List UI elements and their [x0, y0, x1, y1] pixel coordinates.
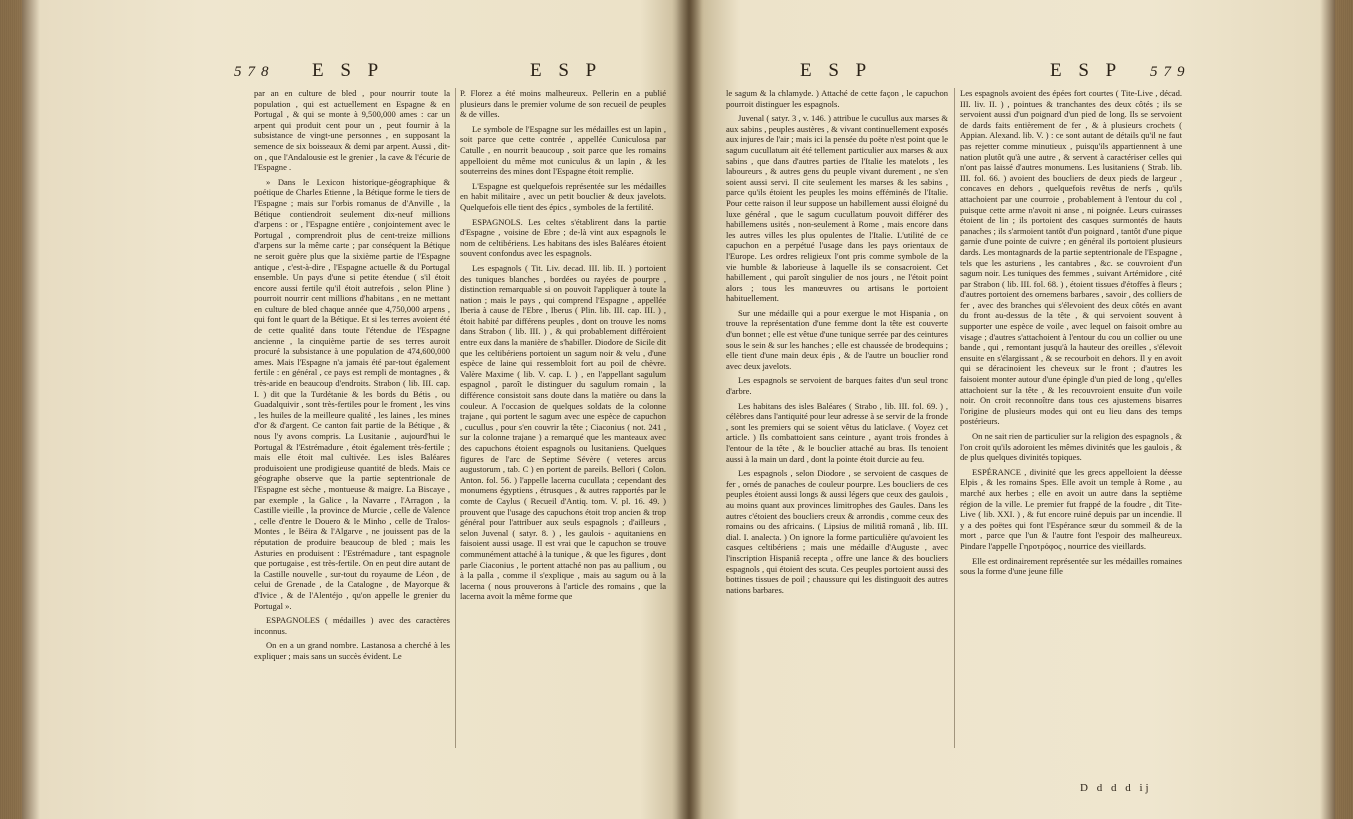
paragraph: Elle est ordinairement représentée sur les médailles romaines sous la forme d'une jeune fille [960, 555, 1182, 577]
paragraph: Les espagnols ( Tit. Liv. decad. III. lib. II. ) portoient des tuniques blanches , bordées ou rayées de pourpre , distinction remarquable si on pouvoit l'appliquer à toute la nation ; mais le pays , qui comprend l'Espagne , appellée Iberia à cause de l'Ebre , Iberus ( Plin. lib. III. cap. III. ) , étoit habité par différens peuples , dont on trouve les noms dans Strabon ( lib. III. ) , & qui probablement différoient entre eux dans la manière de s'habiller. Diodore de Sicile dit que les celtibériens portoient un sagum noir & velu , d'une espèce de laine qui ressembloit fort au poil de chèvre. Valère Maxime ( lib. V. cap. I. ) , en l'appellant sagulum espagnol , paroît le distinguer du sagulum romain , la différence consistoit sans doute dans la matière ou dans la couleur. A l'occasion de quelques soldats de la colonne trajane , qui portent le sagum avec une espèce de capuchon , cucullus , pour s'en couvrir la tête ; Ciaconius ( not. 241 , sur la colonne trajane ) a remarqué que les manteaux avec des capuchons étoient espagnols ou lusitaniens. Quelques figures de l'arc de Septime Sévère ( veteres arcus augustorum , tab. C ) en portent de pareils. Bellori ( Colon. Anton. fol. 56. ) l'appelle lacerna cucullata ; cependant des monumens égyptiens , étrusques , & autres rapportés par le comte de Caylus ( Recueil d'Antiq. tom. V. pl. 16. 49. ) prouvent que l'usage des capuchons étoit trop ancien & trop général pour l'attribuer aux seuls espagnols ; d'ailleurs , selon Juvenal ( satyr. 8. ) , les gaulois - aquitaniens en faisoient aussi usage. Il est vrai que le capuchon se trouve communément attaché à la tunique , & que les figures , dont parle Ciaconius , le portent attaché non pas au pallium , ou à la palla , comme il s'explique , mais au sagum ou à la lacerna ( nous prouverons à l'article des romains , que la lacerna avoit la même forme que [460, 262, 666, 602]
paragraph: ESPAGNOLS. Les celtes s'établirent dans la partie d'Espagne , voisine de Ebre ; de-là vint aux espagnols le nom de celtibériens. Les habitans des isles Baléares étoient souvent confondus avec les espagnols. [460, 216, 666, 259]
right-header-col1: E S P [800, 60, 873, 81]
right-page-column-1 [726, 88, 948, 599]
left-page-stack-edge [0, 0, 22, 819]
left-header-col2: E S P [530, 60, 603, 81]
paragraph: ESPAGNOLES ( médailles ) avec des caractères inconnus. [254, 615, 450, 636]
left-page-column-1 [254, 88, 450, 665]
paragraph: On en a un grand nombre. Lastanosa a cherché à les expliquer ; mais sans un succès évident. Le [254, 640, 450, 661]
left-page-number: 578 [234, 64, 275, 80]
paragraph: Les espagnols avoient des épées fort courtes ( Tite-Live , décad. III. liv. II. ) , pointues & tranchantes des deux côtés ; ils se servoient aussi d'un poignard d'un pied de long. Ils se servoient de dards faits entièrement de fer , & à plusieurs crochets ( Appian. Alexand. lib. V. ) : ce sont autant de détails qu'il ne faut pas rejetter comme minutieux , puisqu'ils appartiennent à une nation plutôt qu'à une autre , & servent à caractériser celles qui n'ont pas laissé d'autres monumens. Les lusitaniens ( Strab. lib. III. fol. 66. ) avoient des boucliers de deux pieds de largeur , concaves en dehors , quelquefois revêtus de nerfs , qu'ils attachoient par une courroie , probablement à l'entour du col , puisque cette arme n'avoit ni anse , ni poignée. Leurs cuirasses étoient de lin ; ils portoient des casques surmontés de hauts panaches ; ils s'armoient tantôt d'un poignard , tantôt d'une pique garnie d'une pointe de cuivre ; en général ils portoient plusieurs dards. Les montagnards de la partie septentrionale de l'Espagne , tels que les asturiens , les cantabres , &c. se couvroient d'un sagum noir. Les tuniques des femmes , suivant Artémidore , cité par Strabon ( lib. III. fol. 68. ) , étoient tissues d'étoffes à fleurs ; d'autres portoient des ornemens barbares , savoir , des colliers de fer , avec des branches qui s'élevoient des deux côtés en avant du front au-dessus de la tête , & qui servoient souvent à supporter une espèce de voile , avec lequel on faisoit ombre au visage ; d'autres s'attachoient à l'entour du cou un collier ou une bande , qui , remontant jusqu'à la hauteur des oreilles , s'élevoit ensuite en s'élargissant , & se recourboit en dehors. Il y en avoit qui se déracinoient les cheveux sur le front ; d'autres les faisoient monter autour d'une épingle d'un pied de long , qu'elles attachoient sur la tête , & les recouvroient ensuite d'un voile noir. On croit reconnoître dans tous ces ajustemens bisarres l'origine de plusieurs modes qui ont eu lieu dans des temps postérieurs. [960, 88, 1182, 427]
right-page-number: 579 [1150, 64, 1191, 80]
paragraph: par an en culture de bled , pour nourrir toute la population , qui est actuellement en Espagne & en Portugal , & qui se monte à 9,500,000 ames : car un arpent qui produit cent pour un , peut fournir à la subsistance de vingt-une personnes , en supposant la semence de six boisseaux & demi par arpent. Aussi , dit-on , que l'Andalousie est le grenier , la cave & l'écurie de l'Espagne . [254, 88, 450, 173]
column-rule [455, 88, 456, 748]
column-rule [954, 88, 955, 748]
right-page-stack-edge [1335, 0, 1353, 819]
paragraph: P. Florez a été moins malheureux. Pellerin en a publié plusieurs dans le premier volume de son recueil de peuples & de villes. [460, 88, 666, 120]
paragraph: le sagum & la chlamyde. ) Attaché de cette façon , le capuchon pourroit distinguer les espagnols. [726, 88, 948, 109]
paragraph: Les espagnols , selon Diodore , se servoient de casques de fer , ornés de panaches de couleur pourpre. Les boucliers de ces peuples étoient aussi longs & aussi légers que ceux des gaulois , au moins quant aux provinces limitrophes des Gaules. Dans les autres c'étoient des boucliers creux & arrondis , comme ceux des romains ou des africains. ( Lipsius de militiâ romanâ , lib. III. dial. I. analecta. ) On ignore la forme particulière qu'avoient les casques celtibériens ; mais une médaille d'Auguste , avec l'inscription Hispaniâ recepta , offre une lance & des boucliers espagnols , qui étoient des scuta. Ces peuples portoient aussi des bottines tissues de poil ; chaussure qui les distinguoit des autres nations barbares. [726, 468, 948, 595]
paragraph: Sur une médaille qui a pour exergue le mot Hispania , on trouve la représentation d'une femme dont la tête est couverte d'un bonnet ; elle est vêtue d'une tunique serrée par des ceintures sous le sein & sur les hanches ; elle est chaussée de brodequins ; elle tient d'une main deux épis , & de l'autre un bouclier rond avec deux javelots. [726, 307, 948, 371]
book-gutter [672, 0, 702, 819]
paragraph: Juvenal ( satyr. 3 , v. 146. ) attribue le cucullus aux marses & aux sabins , peuples austères , & vivant continuellement exposés aux injures de l'air ; mais ici la pensée du poëte n'est point que le sagum cucullatum ait été tellement particulier aux marses & aux sabins , que dans d'autres parties de l'Italie les matelots , les laboureurs , & autres gens du peuple vivant durement , ne s'en soient aussi servi. Il cite seulement les marses & les sabins , parce qu'ils étoient les peuples les moins efféminés de l'Italie. Pour cette raison il leur suppose un habillement aussi éloigné du luxe général , que le sagum cucullatum pouvoit différer des habillemens usités , non-seulement à Rome , mais encore dans les autres villes les plus opulentes de l'Italie. L'utilité de ce capuchon en a perpétué l'usage dans les pays orientaux de l'Europe. Les ordres religieux l'ont pris comme symbole de la vie humble & laborieuse à laquelle ils se consacroient. Cet habillement , qui paroît singulier de nos jours , ne l'étoit point alors ; tous les manœuvres ou artisans le portoient habituellement. [726, 113, 948, 304]
paragraph: Le symbole de l'Espagne sur les médailles est un lapin , soit parce que cette contrée , appellée Cuniculosa par Catulle , en nourrit beaucoup , soit parce que les romains appelloient du même mot cuniculus & un lapin , & les souterreins des mines dont l'Espagne étoit remplie. [460, 123, 666, 177]
right-header-col2: E S P [1050, 60, 1123, 81]
left-page-column-2 [460, 88, 666, 606]
paragraph: » Dans le Lexicon historique-géographique & poétique de Charles Etienne , la Bétique forme le tiers de l'Espagne ; mais sur l'orbis romanus de d'Anville , la Bétique contiendroit seulement dix-neuf millions d'arpens : or , l'Espagne entière , conjointement avec le Portugal , comprendroit plus de cent-treize millions d'arpens sur la même carte ; par conséquent la Bétique ne seroit guère plus que la sixième partie de l'Espagne antique , c'est-à-dire , l'Espagne actuelle & du Portugal ensemble. Un pays d'une si petite étendue ( s'il étoit encore aussi fertile qu'il étoit autrefois , selon Pline ) pourroit nourrir cent millions d'habitans , en ne mettant en culture de bled chaque année que 4,750,000 arpens , qui font le quart de la Bétique. Et si les terres avoient été de cette qualité dans toute l'étendue de l'Espagne ancienne , la cinquième partie de ses terres auroit procuré la subsistance à une population de 474,600,000 ames. Mais l'Espagne n'a jamais été par-tout également fertile : en général , ce pays est rempli de montagnes , & très-aride en beaucoup d'endroits. Strabon ( lib. III. cap. I. ) dit que la Turdétanie & les bords du Bétis , ou Guadalquivir , sont très-fertiles pour le froment , les vins , les huiles de la meilleure qualité , les laines , les mines d'or & d'argent. Ce canton fait partie de la Bétique , & nous l'y avons compris. La Lusitanie , aujourd'hui le Portugal & l'Estrémadure , étoit également très-fertile ; mais elle étoit mal cultivée. Les isles Baléares produisoient une prodigieuse quantité de bleds. Mais ce géographe observe que la partie septentrionale de l'Espagne est sèche , montueuse & maigre. La Biscaye , par exemple , la Galice , la Navarre , l'Arragon , la Castille vieille , la province de Murcie , celle de Valence , celle d'entre le Douero & le Minho , celle de Tralos-Montes , le Béira & l'Algarve , ne jouissent pas de la réputation de produire beaucoup de bled ; mais les Asturies en produisent : l'Estrémadure , tant espagnole que portugaise , est très-fertile. On en peut dire autant de la Castille nouvelle , sur-tout du royaume de Léon , de celui de Grenade , de la Catalogne , de Mayorque & d'Ivice , & de l'Alentéjo , qu'on appelle le grenier du Portugal ». [254, 176, 450, 611]
right-page-column-2 [960, 88, 1182, 581]
paragraph: L'Espagne est quelquefois représentée sur les médailles en habit militaire , avec un petit bouclier & deux javelots. Quelquefois elle tient des épics , symboles de la fertilité. [460, 180, 666, 212]
paragraph: Les espagnols se servoient de barques faites d'un seul tronc d'arbre. [726, 375, 948, 397]
paragraph: On ne sait rien de particulier sur la religion des espagnols , & l'on croit qu'ils adoroient les mêmes divinités que les gaulois , & de plus quelques divinités topiques. [960, 431, 1182, 463]
signature-mark: D d d d ij [1080, 782, 1152, 794]
left-header-col1: E S P [312, 60, 385, 81]
paragraph: Les habitans des isles Baléares ( Strabo , lib. III. fol. 69. ) , célèbres dans l'antiquité pour leur adresse à se servir de la fronde , sont les premiers qui se soient vêtus du laticlave. ( Voyez cet article. ) Ils combattoient sans ceinture , ayant trois frondes à l'entour de la tête , & le bouclier attaché au bras. Ils tenoient aussi à la main un dard , dont la pointe étoit durcie au feu. [726, 400, 948, 464]
paragraph: ESPÉRANCE , divinité que les grecs appelloient la déesse Elpis , & les romains Spes. Elle avoit un temple à Rome , au marché aux herbes ; elle en avoit un autre dans la septième région de la ville. Le premier fut frappé de la foudre , dit Tite-Live ( lib. XXI. ) , & fut encore ruiné depuis par un incendie. Il y a des poëtes qui font l'Espérance sœur du sommeil & de la mort , parce que l'un & l'autre font l'espoir des malheureux. Pindare l'appelle Γηροτρόφος , nourrice des vieillards. [960, 466, 1182, 551]
